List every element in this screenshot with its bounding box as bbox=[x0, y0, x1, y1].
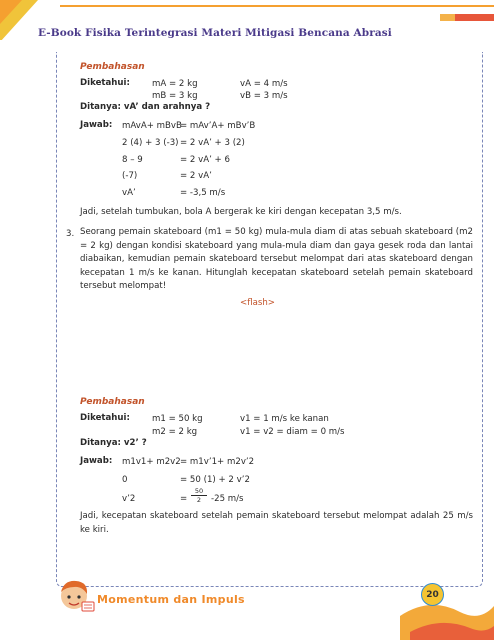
ditanya: Ditanya: vA’ dan arahnya ? bbox=[80, 102, 211, 112]
step-left: 8 – 9 bbox=[122, 155, 143, 165]
fraction-numerator: 50 bbox=[191, 487, 207, 496]
step-left: 0 bbox=[122, 475, 128, 485]
step-right: = 50 (1) + 2 v’2 bbox=[180, 475, 250, 485]
conclusion-text: Jadi, kecepatan skateboard setelah pemain skateboard tersebut melompat adalah 25 m/s ke kiri. bbox=[80, 511, 473, 535]
step-left: (-7) bbox=[122, 171, 138, 181]
jawab-label: Jawab: bbox=[80, 456, 113, 466]
given-va: vA = 4 m/s bbox=[240, 79, 288, 89]
given-mb: mB = 3 kg bbox=[152, 91, 198, 101]
step-right: = mAv’A+ mBv’B bbox=[180, 121, 256, 131]
given-v2: v1 = v2 = diam = 0 m/s bbox=[240, 427, 345, 437]
section-heading: Pembahasan bbox=[80, 397, 145, 407]
content-box bbox=[56, 52, 483, 587]
jawab-label: Jawab: bbox=[80, 120, 113, 130]
step-left: m1v1+ m2v2 bbox=[122, 457, 181, 467]
step-left: mAvA+ mBvB bbox=[122, 121, 182, 131]
footer-title: Momentum dan Impuls bbox=[97, 593, 245, 606]
given-m1: m1 = 50 kg bbox=[152, 414, 203, 424]
given-m2: m2 = 2 kg bbox=[152, 427, 198, 437]
fraction bbox=[191, 487, 207, 504]
step-equals: = bbox=[180, 494, 188, 504]
given-vb: vB = 3 m/s bbox=[240, 91, 288, 101]
problem-text: Seorang pemain skateboard (m1 = 50 kg) mula-mula diam di atas sebuah skateboard (m2 = 2 kg) dengan kondisi skateboard yang mula-mula diam dan gaya gesek roda dan lantai diabaikan, kemudian pemain skateboard tersebut melompat dari atas skateboard dengan kecepatan 1 m/s ke kanan. Hitunglah kecepatan skateboard setelah pemain skateboard tersebut melompat! bbox=[80, 227, 473, 291]
step-result: -25 m/s bbox=[211, 494, 244, 504]
diketahui-label: Diketahui: bbox=[80, 78, 130, 88]
step-right: = 2 vA’ + 6 bbox=[180, 155, 230, 165]
step-left: vA’ bbox=[122, 188, 136, 198]
step-right: = -3,5 m/s bbox=[180, 188, 226, 198]
ditanya: Ditanya: v2’ ? bbox=[80, 438, 147, 448]
step-right: = 2 vA’ + 3 (2) bbox=[180, 138, 245, 148]
fraction-denominator: 2 bbox=[196, 496, 202, 504]
step-left: v’2 bbox=[122, 494, 136, 504]
footer-decoration bbox=[400, 576, 494, 640]
section-heading: Pembahasan bbox=[80, 62, 145, 72]
ebook-title: E-Book Fisika Terintegrasi Materi Mitigasi Bencana Abrasi bbox=[38, 27, 392, 39]
page-number: 20 bbox=[421, 583, 444, 606]
step-right: = 2 vA’ bbox=[180, 171, 212, 181]
problem-number: 3. bbox=[66, 229, 75, 239]
given-v1: v1 = 1 m/s ke kanan bbox=[240, 414, 329, 424]
diketahui-label: Diketahui: bbox=[80, 413, 130, 423]
given-ma: mA = 2 kg bbox=[152, 79, 198, 89]
student-mascot-icon bbox=[54, 574, 98, 618]
conclusion-text: Jadi, setelah tumbukan, bola A bergerak ke kiri dengan kecepatan 3,5 m/s. bbox=[80, 207, 402, 217]
step-left: 2 (4) + 3 (-3) bbox=[122, 138, 179, 148]
flash-placeholder[interactable]: <flash> bbox=[240, 298, 276, 308]
step-right: = m1v’1+ m2v’2 bbox=[180, 457, 255, 467]
